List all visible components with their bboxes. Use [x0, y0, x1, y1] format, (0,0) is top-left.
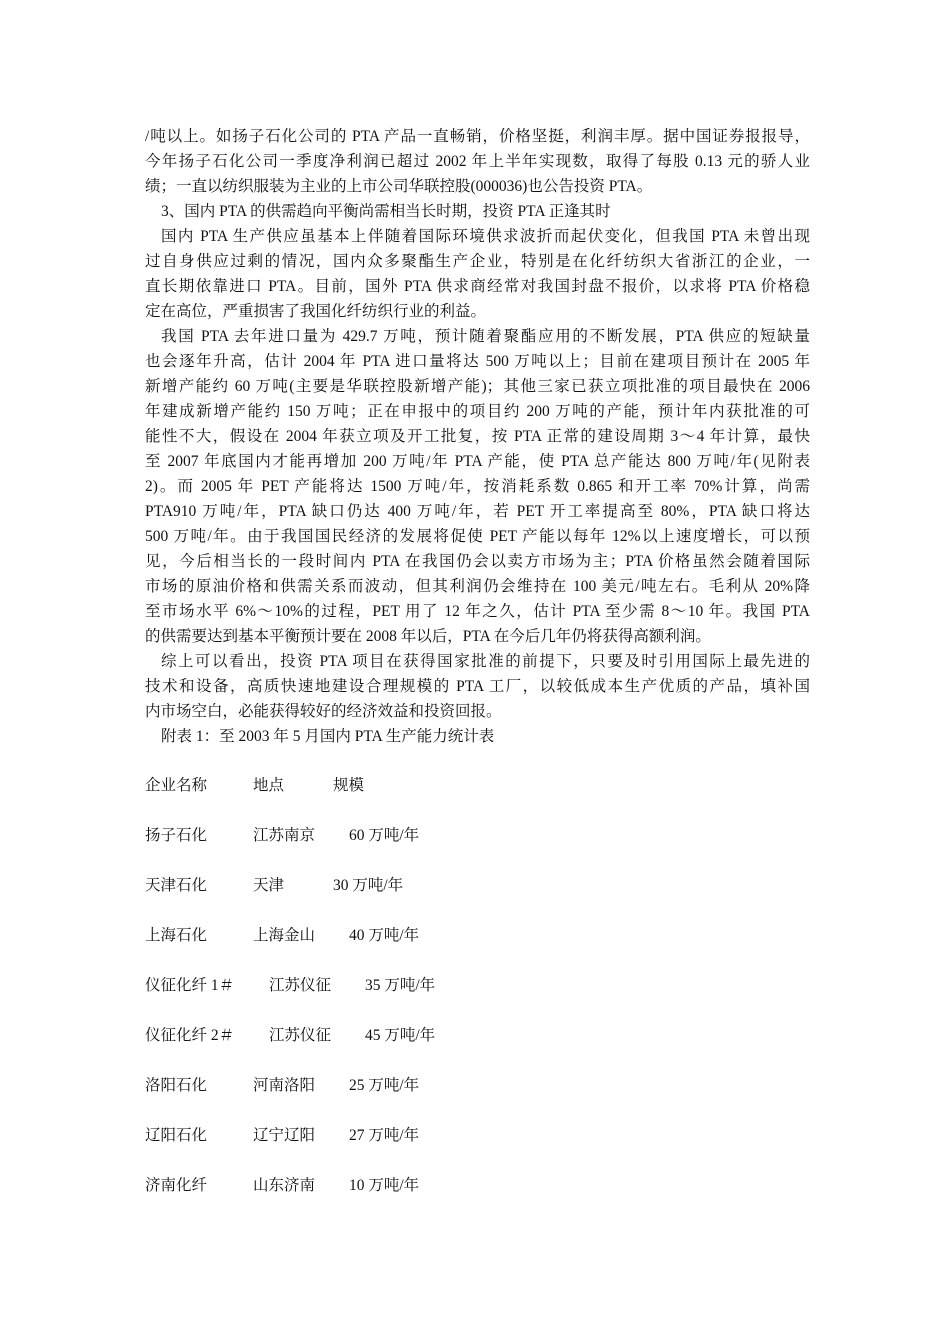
capacity-cell: 30 万吨/年 — [333, 877, 404, 894]
paragraph-line: 500 万吨/年。由于我国国民经济的发展将促使 PET 产能以每年 12%以上速度增长，可以预 — [145, 528, 810, 545]
company-cell: 辽阳石化 — [145, 1127, 208, 1144]
capacity-cell: 25 万吨/年 — [349, 1077, 420, 1094]
capacity-cell: 60 万吨/年 — [349, 827, 420, 844]
location-cell: 河南洛阳 — [253, 1077, 316, 1094]
company-cell: 扬子石化 — [145, 827, 208, 844]
table-caption: 附表 1：至 2003 年 5 月国内 PTA 生产能力统计表 — [161, 728, 495, 745]
location-cell: 江苏南京 — [253, 827, 316, 844]
paragraph-line: 今年扬子石化公司一季度净利润已超过 2002 年上半年实现数，取得了每股 0.13 元的骄人业 — [145, 153, 810, 170]
capacity-cell: 45 万吨/年 — [365, 1027, 436, 1044]
company-cell: 济南化纤 — [145, 1177, 208, 1194]
company-cell: 仪征化纤 2＃ — [145, 1027, 235, 1044]
header-cell: 企业名称 — [145, 777, 208, 794]
capacity-cell: 35 万吨/年 — [365, 977, 436, 994]
location-cell: 天津 — [253, 877, 285, 894]
paragraph-line: 国内 PTA 生产供应虽基本上伴随着国际环境供求波折而起伏变化，但我国 PTA 未曾出现 — [161, 228, 810, 245]
section-heading: 3、国内 PTA 的供需趋向平衡尚需相当长时期，投资 PTA 正逢其时 — [161, 203, 611, 220]
paragraph-line: 的供需要达到基本平衡预计要在 2008 年以后，PTA 在今后几年仍将获得高额利润。 — [145, 628, 711, 645]
company-cell: 上海石化 — [145, 927, 208, 944]
paragraph-line: 年建成新增产能约 150 万吨；正在申报中的项目约 200 万吨的产能，预计年内获批准的可 — [145, 403, 810, 420]
capacity-cell: 40 万吨/年 — [349, 927, 420, 944]
location-cell: 江苏仪征 — [269, 977, 332, 994]
paragraph-line: 内市场空白，必能获得较好的经济效益和投资回报。 — [145, 703, 502, 720]
paragraph-line: /吨以上。如扬子石化公司的 PTA 产品一直畅销，价格坚挺，利润丰厚。据中国证券报报导， — [145, 128, 810, 145]
paragraph-line: 见，今后相当长的一段时间内 PTA 在我国仍会以卖方市场为主；PTA 价格虽然会随着国际 — [145, 553, 810, 570]
paragraph-line: 技术和设备，高质快速地建设合理规模的 PTA 工厂，以较低成本生产优质的产品，填补国 — [145, 678, 810, 695]
location-cell: 江苏仪征 — [269, 1027, 332, 1044]
capacity-cell: 27 万吨/年 — [349, 1127, 420, 1144]
location-cell: 上海金山 — [253, 927, 316, 944]
paragraph-line: 也会逐年升高，估计 2004 年 PTA 进口量将达 500 万吨以上；目前在建项目预计在 2005 年 — [145, 353, 810, 370]
capacity-cell: 10 万吨/年 — [349, 1177, 420, 1194]
paragraph-line: 过自身供应过剩的情况，国内众多聚酯生产企业，特别是在化纤纺织大省浙江的企业，一 — [145, 253, 810, 270]
paragraph-line: 定在高位，严重损害了我国化纤纺织行业的利益。 — [145, 303, 487, 320]
header-cell: 规模 — [333, 777, 365, 794]
paragraph-line: 综上可以看出，投资 PTA 项目在获得国家批准的前提下，只要及时引用国际上最先进的 — [161, 653, 810, 670]
paragraph-line: 市场的原油价格和供需关系而波动，但其利润仍会维持在 100 美元/吨左右。毛利从 20%降 — [145, 578, 810, 595]
company-cell: 仪征化纤 1＃ — [145, 977, 235, 994]
paragraph-line: 至市场水平 6%～10%的过程，PET 用了 12 年之久，估计 PTA 至少需 8～10 年。我国 PTA — [145, 603, 810, 620]
paragraph-line: 新增产能约 60 万吨(主要是华联控股新增产能)；其他三家已获立项批准的项目最快在 2006 — [145, 378, 810, 395]
paragraph-line: 直长期依靠进口 PTA。目前，国外 PTA 供求商经常对我国封盘不报价，以求将 PTA 价格稳 — [145, 278, 810, 295]
company-cell: 天津石化 — [145, 877, 208, 894]
paragraph-line: 能性不大，假设在 2004 年获立项及开工批复，按 PTA 正常的建设周期 3～4 年计算，最快 — [145, 428, 810, 445]
paragraph-line: 我国 PTA 去年进口量为 429.7 万吨，预计随着聚酯应用的不断发展，PTA 供应的短缺量 — [161, 328, 810, 345]
header-cell: 地点 — [253, 777, 285, 794]
paragraph-line: 绩；一直以纺织服装为主业的上市公司华联控股(000036)也公告投资 PTA。 — [145, 178, 653, 195]
location-cell: 辽宁辽阳 — [253, 1127, 316, 1144]
paragraph-line: 至 2007 年底国内才能再增加 200 万吨/年 PTA 产能，使 PTA 总产能达 800 万吨/年(见附表 — [145, 453, 810, 470]
company-cell: 洛阳石化 — [145, 1077, 208, 1094]
paragraph-line: 2)。而 2005 年 PET 产能将达 1500 万吨/年，按消耗系数 0.865 和开工率 70%计算，尚需 — [145, 478, 810, 495]
paragraph-line: PTA910 万吨/年，PTA 缺口仍达 400 万吨/年，若 PET 开工率提高至 80%，PTA 缺口将达 — [145, 503, 810, 520]
location-cell: 山东济南 — [253, 1177, 316, 1194]
